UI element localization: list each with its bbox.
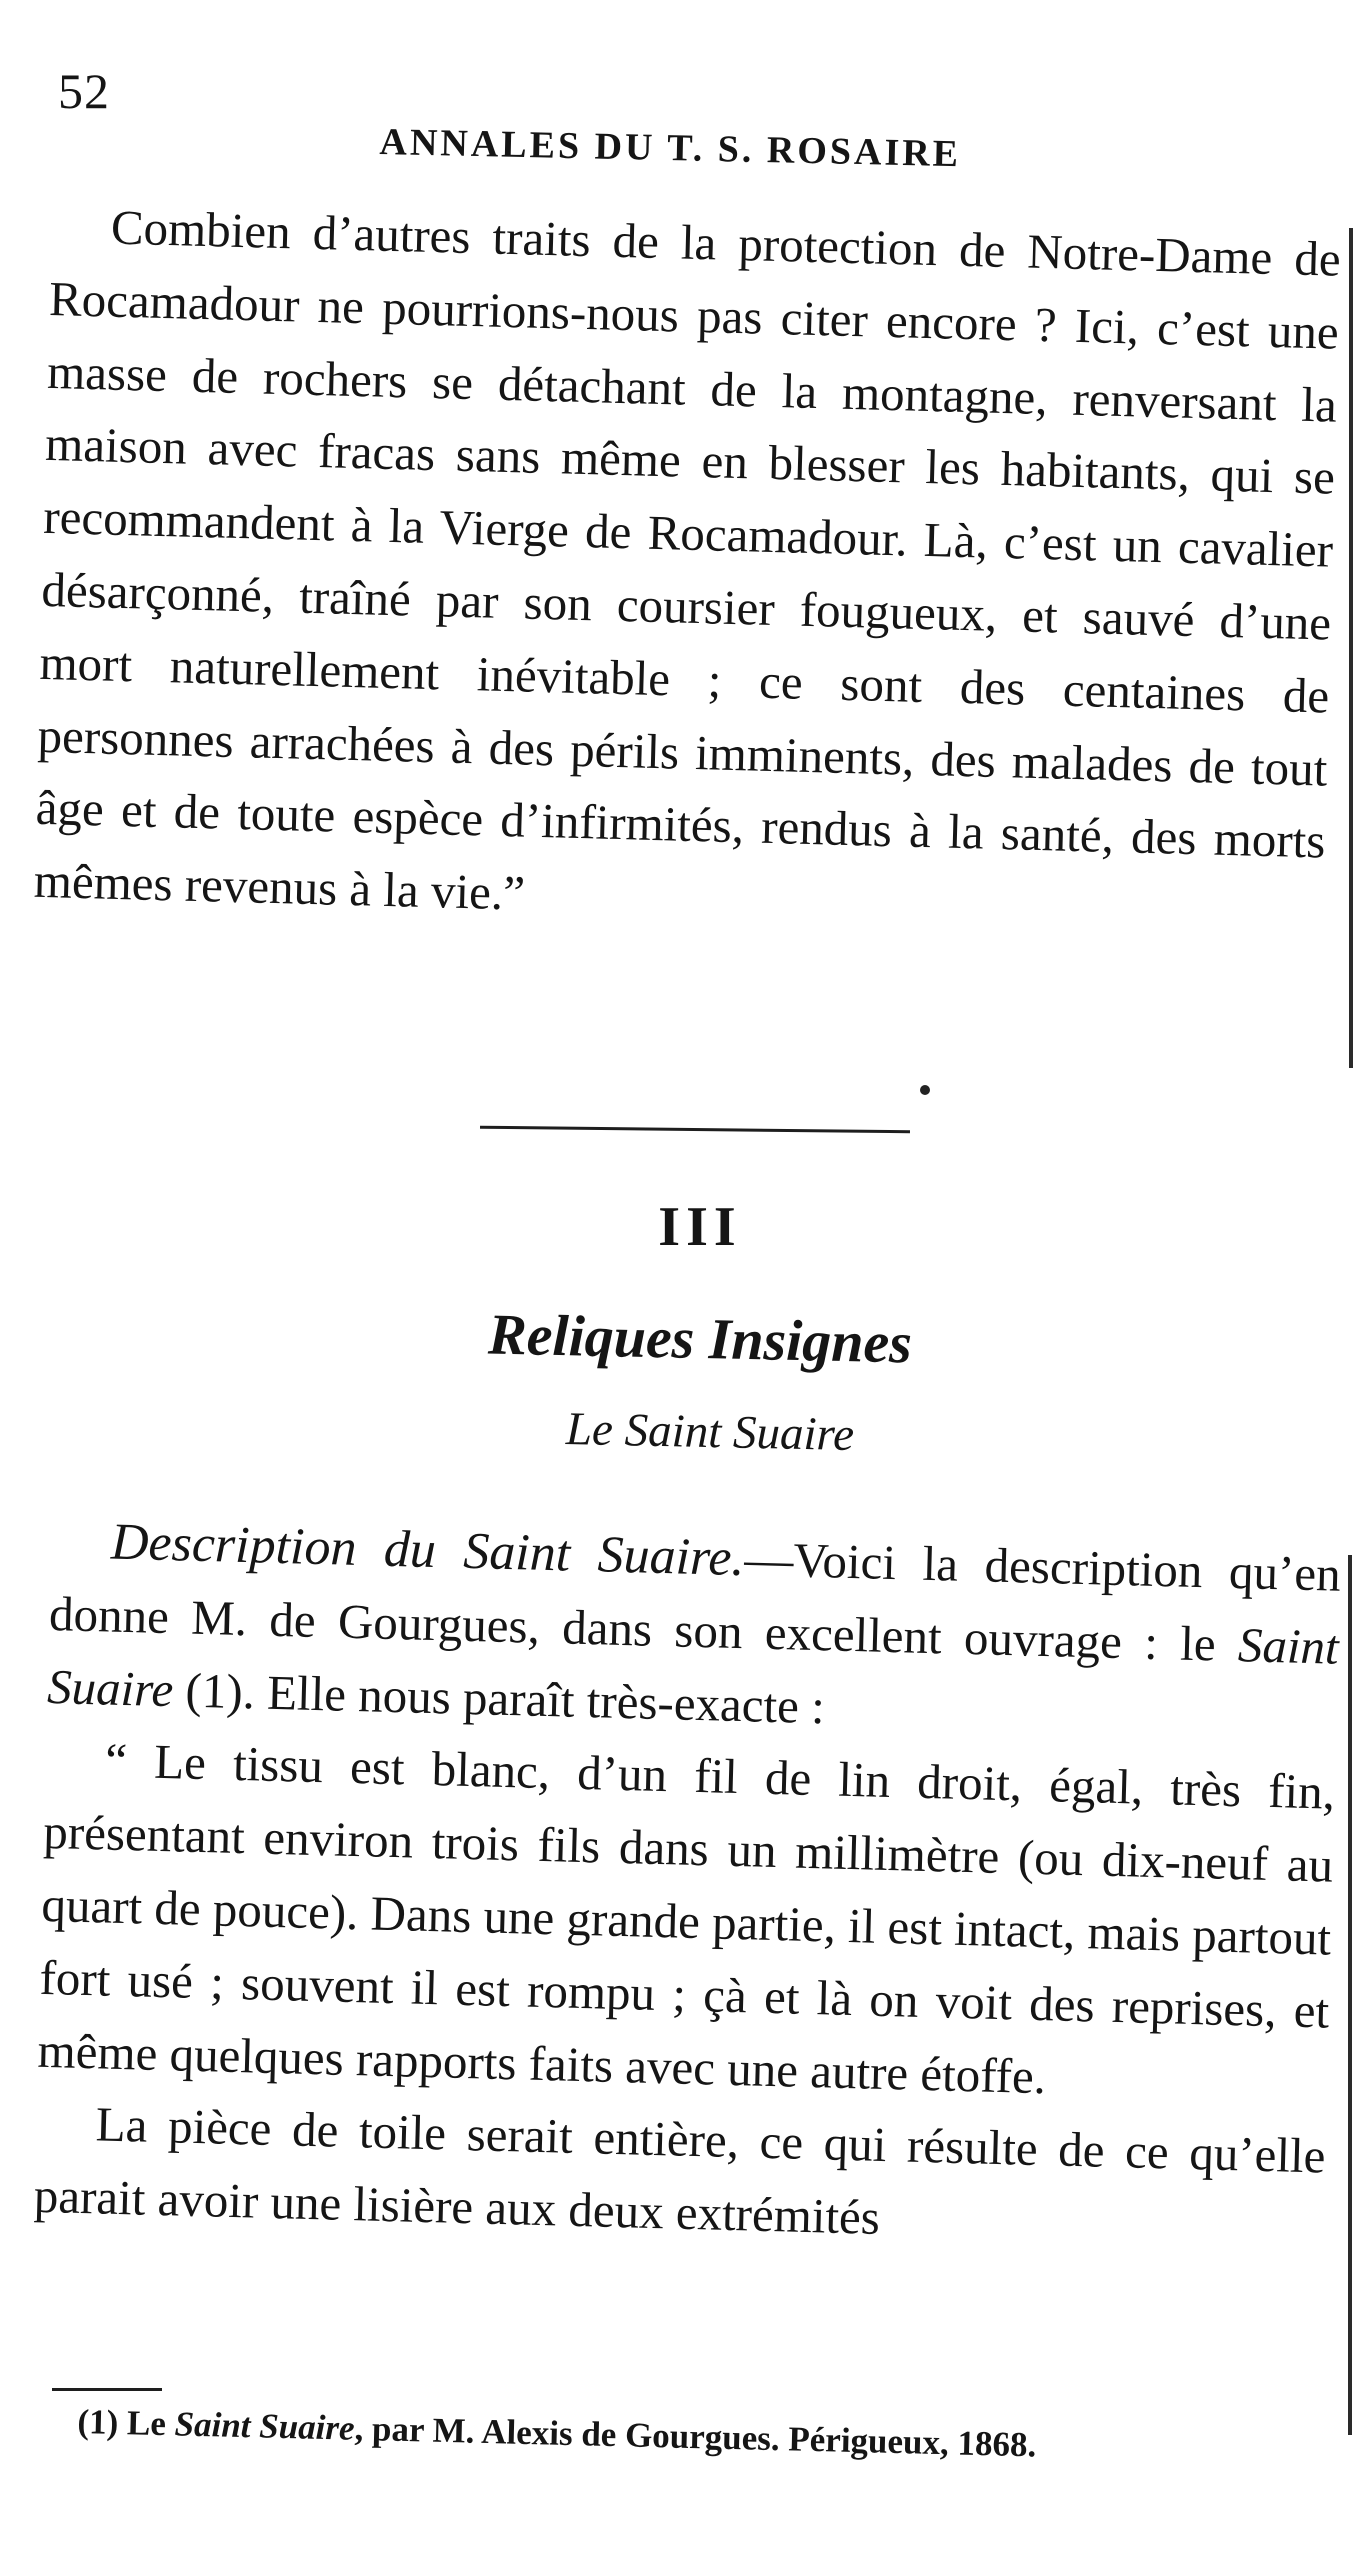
page-number: 52 (58, 63, 110, 119)
intro-paragraph: Combien d’autres traits de la protection de Notre-Dame de Rocamadour ne pourrions-nous pas citer encore ? Ici, c’est une masse de rochers se détachant de la montagne, renversant la maison avec fracas sans même en blesser les habitants, qui se recommandent à la Vierge de Rocamadour. Là, c’est un cavalier désarçonné, traîné par son coursier fougueux, et sauvé d’une mort naturellement inévitable ; ce sont des centaines de personnes arrachées à des périls imminents, des malades de tout âge et de toute espèce d’infirmités, rendus à la santé, des morts mêmes revenus à la vie.” (33, 199, 1342, 921)
quote-paragraph: “ Le tissu est blanc, d’un fil de lin droit, égal, très fin, présentant environ trois fils dans un millimètre (ou dix-neuf au quart de pouce). Dans une grande partie, il est intact, mais partout fort usé ; souvent il est rompu ; çà et là on voit des reprises, et même quelques rapports faits avec une autre étoffe. (37, 1732, 1336, 2104)
footnote (77, 2402, 1338, 2473)
footnote-marker: (1) Le (77, 2402, 176, 2444)
running-head: ANNALES DU T. S. ROSAIRE (379, 120, 962, 176)
section-subtitle: Le Saint Suaire (565, 1402, 855, 1462)
description-lead: Description du Saint Suaire. (110, 1513, 746, 1588)
section-title: Reliques Insignes (487, 1301, 913, 1376)
section-number: III (658, 1196, 742, 1258)
page-edge-shadow-lower (1348, 1555, 1352, 2435)
description-text: —Voici la description qu’en donne M. de Gourgues, dans son excellent ouvrage : le (48, 1531, 1342, 1672)
page-edge-shadow (1349, 228, 1353, 1068)
ink-speck (920, 1085, 930, 1095)
last-paragraph: La pièce de toile serait entière, ce qui résulte de ce qu’elle parait avoir une lisière aux deux extrémités (33, 2096, 1327, 2246)
section-divider (480, 1126, 910, 1134)
intro-text-block (33, 190, 1342, 951)
work-title: Saint Suaire (46, 1616, 1340, 1717)
footnote-work-title: Saint Suaire (174, 2404, 356, 2448)
description-text-end: (1). Elle nous paraît très-exacte : (172, 1661, 826, 1734)
description-text-block (33, 1505, 1342, 2266)
footnote-rule (52, 2388, 162, 2391)
footnote-rest: , par M. Alexis de Gourgues. Périgueux, 1868. (354, 2408, 1037, 2465)
description-paragraph (46, 1505, 1341, 1757)
